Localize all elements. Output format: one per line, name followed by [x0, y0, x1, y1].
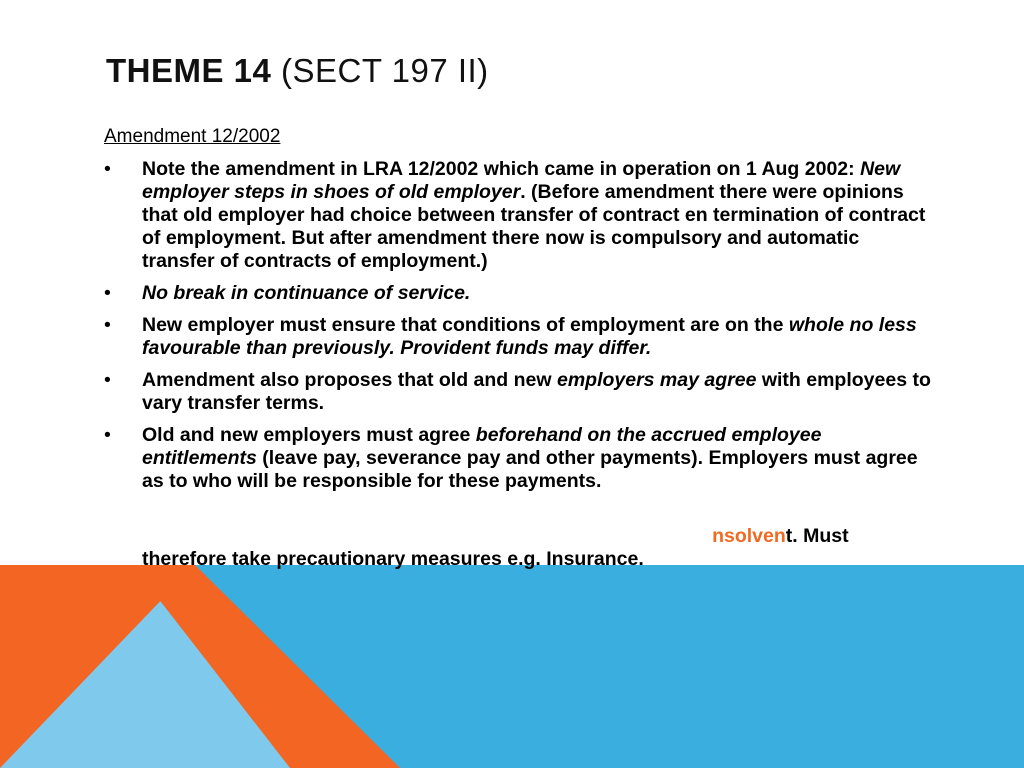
- bullet-dot: •: [104, 502, 111, 524]
- bullet-list: [104, 158, 934, 571]
- bullet-text: New employer must ensure that conditions of employment are on the: [142, 314, 789, 336]
- list-item: [104, 314, 934, 360]
- bullet-text: (leave pay, severance pay and other payments). Employers must agree as to who will be responsible for these payments.: [142, 447, 918, 492]
- bullet-italic: No break in continuance of service.: [142, 282, 471, 304]
- bullet-dot: •: [104, 369, 111, 391]
- list-item: [104, 502, 934, 571]
- bullet-dot: •: [104, 158, 111, 180]
- bullet-dot: •: [104, 282, 111, 304]
- list-item: [104, 158, 934, 273]
- bullet-text: t. Must therefore take precautionary measures e.g. Insurance.: [142, 525, 849, 570]
- slide-content: [104, 125, 934, 580]
- bullet-dot: •: [104, 424, 111, 446]
- bullet-italic: beforehand on the accrued employee entitlements: [142, 424, 822, 469]
- bullet-dot: •: [104, 314, 111, 336]
- bullet-text: . (Before amendment there were opinions that old employer had choice between transfer of contract en termination of contract of employment. But after amendment there now is compulsory and automatic transfer of contracts of employment.): [142, 181, 926, 272]
- bullet-text: Note the amendment in LRA 12/2002 which came in operation on 1 Aug 2002:: [142, 158, 861, 180]
- bullet-text: Amendment also proposes that old and new: [142, 369, 557, 391]
- title-bold: THEME 14: [106, 52, 272, 89]
- bullet-text-white: Old employer will be liable for these payments for a period of 12 months after transfer if employees are retrenched or if business becomes i: [142, 502, 859, 547]
- bullet-italic: New employer steps in shoes of old employer: [142, 158, 901, 203]
- bullet-text: Old and new employers must agree: [142, 424, 476, 446]
- bullet-italic: whole no less favourable than previously. Provident funds may differ.: [142, 314, 917, 359]
- bullet-text-orange: nsolven: [712, 525, 786, 547]
- title-sub: (SECT 197 II): [281, 52, 489, 89]
- list-item: [104, 424, 934, 493]
- bullet-italic: employers may agree: [556, 369, 757, 391]
- slide-title: [106, 52, 489, 90]
- bullet-text: with employees to vary transfer terms.: [142, 369, 931, 414]
- list-item: [104, 369, 934, 415]
- list-item: [104, 282, 934, 305]
- section-heading: Amendment 12/2002: [104, 126, 281, 147]
